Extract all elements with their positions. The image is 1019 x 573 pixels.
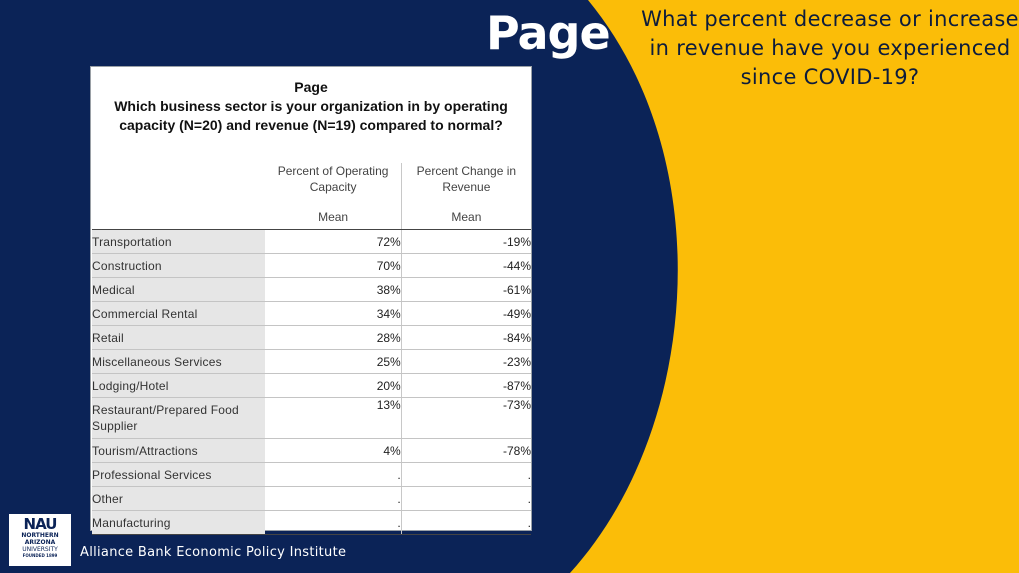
capacity-value: . — [265, 463, 401, 487]
table-row — [92, 463, 531, 487]
revenue-value: -87% — [401, 374, 531, 398]
logo-mark: NAU — [23, 515, 57, 533]
revenue-value: -19% — [401, 230, 531, 254]
revenue-value: . — [401, 487, 531, 511]
capacity-value: 38% — [265, 278, 401, 302]
row-label: Transportation — [92, 230, 265, 254]
revenue-value: -23% — [401, 350, 531, 374]
row-label: Professional Services — [92, 463, 265, 487]
row-label: Retail — [92, 326, 265, 350]
table-row — [92, 398, 531, 439]
capacity-value: . — [265, 487, 401, 511]
row-label: Tourism/Attractions — [92, 439, 265, 463]
row-label: Manufacturing — [92, 511, 265, 535]
revenue-value: . — [401, 511, 531, 535]
revenue-value: -78% — [401, 439, 531, 463]
row-label: Miscellaneous Services — [92, 350, 265, 374]
sector-stats-table — [92, 163, 531, 535]
row-label: Other — [92, 487, 265, 511]
revenue-value: -44% — [401, 254, 531, 278]
footer-institute-name: Alliance Bank Economic Policy Institute — [80, 545, 347, 560]
revenue-value: -84% — [401, 326, 531, 350]
row-label: Restaurant/Prepared Food Supplier — [92, 398, 265, 439]
row-label: Medical — [92, 278, 265, 302]
row-label: Lodging/Hotel — [92, 374, 265, 398]
corner-cell — [92, 205, 265, 230]
capacity-value: 70% — [265, 254, 401, 278]
revenue-value: . — [401, 463, 531, 487]
row-label: Construction — [92, 254, 265, 278]
table-row — [92, 326, 531, 350]
slide-title: Page — [486, 6, 610, 60]
corner-cell — [92, 163, 265, 205]
revenue-value: -61% — [401, 278, 531, 302]
capacity-value: 13% — [265, 398, 401, 439]
table-row — [92, 254, 531, 278]
results-table-panel — [90, 66, 532, 531]
revenue-value: -73% — [401, 398, 531, 439]
table-row — [92, 302, 531, 326]
capacity-value: . — [265, 511, 401, 535]
table-row — [92, 487, 531, 511]
logo-line-2: ARIZONA — [24, 539, 56, 546]
column-header-capacity: Percent of Operating Capacity — [265, 163, 401, 205]
table-row — [92, 439, 531, 463]
capacity-value: 34% — [265, 302, 401, 326]
table-heading: Page — [294, 79, 328, 95]
revenue-value: -49% — [401, 302, 531, 326]
table-row — [92, 350, 531, 374]
table-row — [92, 511, 531, 535]
capacity-value: 20% — [265, 374, 401, 398]
nau-logo — [9, 514, 71, 566]
logo-line-3: UNIVERSITY — [22, 546, 58, 553]
table-row — [92, 374, 531, 398]
table-header — [91, 67, 531, 135]
table-subheading: Which business sector is your organization in by operating capacity (N=20) and revenue (N=19) compared to normal? — [114, 98, 508, 133]
logo-line-1: NORTHERN — [21, 532, 59, 539]
stat-header-revenue: Mean — [401, 205, 531, 230]
table-row — [92, 278, 531, 302]
logo-line-4: FOUNDED 1899 — [22, 553, 58, 558]
table-row — [92, 230, 531, 254]
capacity-value: 72% — [265, 230, 401, 254]
row-label: Commercial Rental — [92, 302, 265, 326]
stat-header-capacity: Mean — [265, 205, 401, 230]
column-header-revenue: Percent Change in Revenue — [416, 164, 517, 194]
survey-question: What percent decrease or increase in revenue have you experienced since COVID-19? — [641, 7, 1019, 89]
capacity-value: 25% — [265, 350, 401, 374]
capacity-value: 4% — [265, 439, 401, 463]
capacity-value: 28% — [265, 326, 401, 350]
